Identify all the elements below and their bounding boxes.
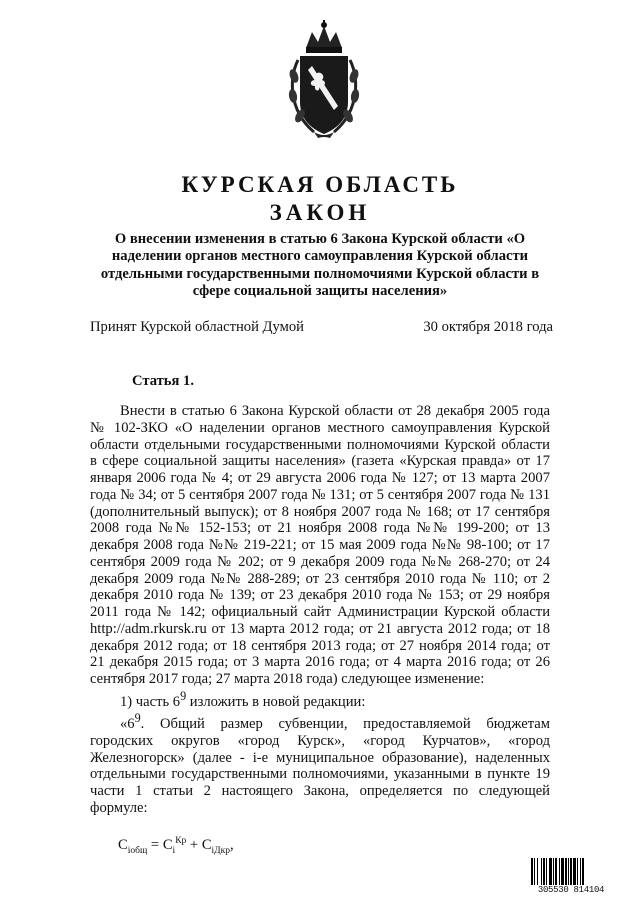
barcode-bar xyxy=(534,858,535,885)
barcode-bar xyxy=(537,858,538,885)
new-wording-paragraph xyxy=(90,710,550,816)
article-body xyxy=(90,403,550,817)
formula-lhs-subscript: iобщ xyxy=(127,845,148,856)
subvention-formula xyxy=(118,832,234,860)
amendment-item xyxy=(90,688,550,711)
item-superscript: 9 xyxy=(180,688,187,703)
article-heading: Статья 1. xyxy=(132,373,194,389)
barcode-bar xyxy=(541,858,542,885)
barcode-bar xyxy=(531,858,533,885)
barcode-bars xyxy=(530,858,612,885)
item-suffix: изложить в новой редакции: xyxy=(186,693,366,710)
formula-term1-superscript: Кр xyxy=(175,836,187,846)
barcode-bar xyxy=(555,858,557,885)
kursk-coat-of-arms-icon xyxy=(284,20,364,140)
quote-text: . Общий размер субвенции, предоставляемой бюджетам городских округов «город Курск», «город Курчатов», «город Железногорск» (далее - i-е муниципальное образование), наделенных отдельными государственными полномочиями, указанными в пункте 19 части 1 статьи 2 настоящего Закона, определяется по следующей формуле: xyxy=(90,716,550,816)
formula-term2: C xyxy=(201,836,212,853)
barcode-bar xyxy=(577,858,578,885)
formula-tail: , xyxy=(230,836,234,853)
formula-term1: C xyxy=(162,836,173,853)
formula-equals: = xyxy=(147,836,163,853)
formula-lhs: C xyxy=(118,836,128,853)
adoption-date: 30 октября 2018 года xyxy=(423,319,553,335)
barcode-number: 305530 814104 xyxy=(537,885,605,895)
formula-plus: + xyxy=(186,836,202,853)
barcode-bar xyxy=(553,858,554,885)
barcode-bar xyxy=(565,858,567,885)
barcode xyxy=(530,858,612,896)
barcode-bar xyxy=(543,858,545,885)
barcode-bar xyxy=(580,858,581,885)
adoption-body: Принят Курской областной Думой xyxy=(90,319,304,335)
barcode-bar xyxy=(559,858,560,885)
barcode-bar xyxy=(568,858,569,885)
quote-open: «6 xyxy=(120,716,135,733)
formula-term1-subscript: i xyxy=(172,845,176,856)
item-prefix: 1) часть 6 xyxy=(120,693,181,710)
law-subject: О внесении изменения в статью 6 Закона Курской области «О наделении органов местного самоуправления Курской области отдельными государственными полномочиями Курской области в сфере социальной защиты населения» xyxy=(100,231,540,300)
document-type-title: ЗАКОН xyxy=(269,200,371,225)
barcode-bar xyxy=(582,858,584,885)
barcode-bar xyxy=(570,858,572,885)
quote-superscript: 9 xyxy=(134,711,141,726)
barcode-bar xyxy=(549,858,552,885)
region-title: КУРСКАЯ ОБЛАСТЬ xyxy=(181,172,459,197)
formula-term2-subscript: iДкр xyxy=(211,845,231,856)
barcode-bar xyxy=(561,858,564,885)
amendment-intro: Внести в статью 6 Закона Курской области от 28 декабря 2005 года № 102-ЗКО «О наделении органов местного самоуправления Курской области отдельными государственными полномочиями Курской области в сфере социальной защиты населения» (газета «Курская правда» от 17 января 2006 года № 4; от 29 августа 2006 года № 127; от 13 марта 2007 года № 34; от 5 сентября 2007 года № 131; от 5 сентября 2007 года № 131 (дополнительный выпуск); от 8 ноября 2007 года № 168; от 17 сентября 2008 года №№ 152-153; от 21 ноября 2008 года №№ 199-200; от 13 декабря 2008 года №№ 219-221; от 15 мая 2009 года №№ 98-100; от 17 сентября 2009 года № 202; от 9 декабря 2009 года №№ 268-270; от 24 декабря 2009 года №№ 288-289; от 23 сентября 2010 года № 110; от 2 декабря 2010 года № 139; от 23 декабря 2010 года № 153; от 29 ноября 2011 года № 142; официальный сайт Администрации Курской области http://adm.rkursk.ru от 13 марта 2012 года; от 21 августа 2012 года; от 18 декабря 2012 года; от 18 сентября 2013 года; от 27 ноября 2014 года; от 21 декабря 2015 года; от 3 марта 2016 года; от 4 марта 2016 года; от 26 сентября 2017 года; 27 марта 2018 года) следующее изменение: xyxy=(90,403,550,687)
barcode-bar xyxy=(546,858,547,885)
barcode-bar xyxy=(573,858,576,885)
